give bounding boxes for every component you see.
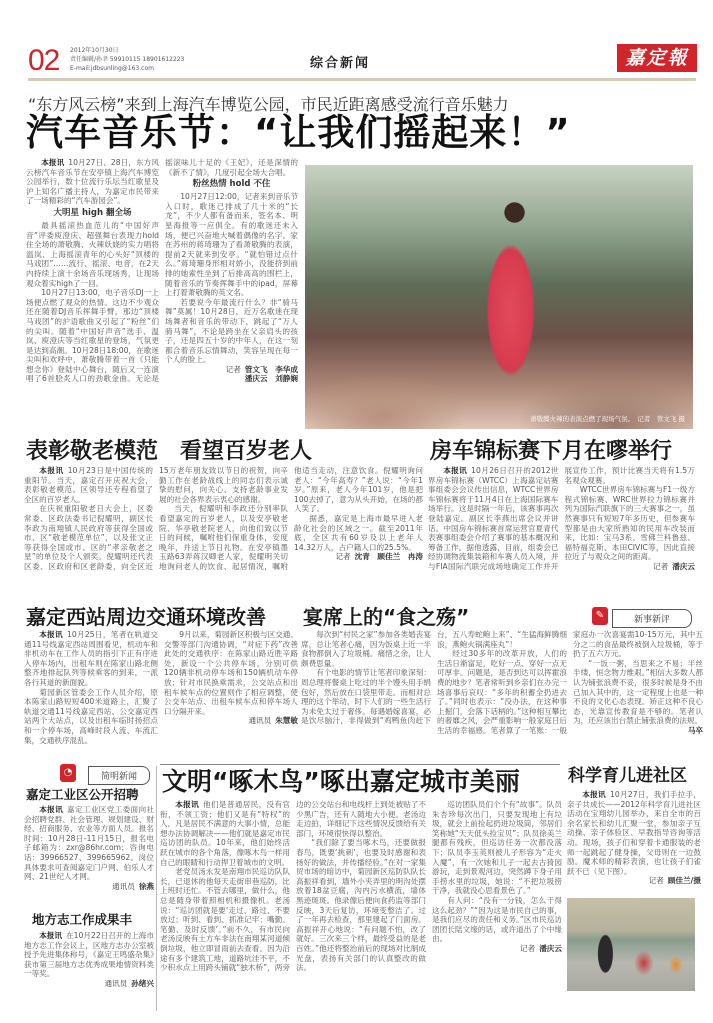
- paragraph: 当天，倪耀明和李政还分别率队看望嘉定的百岁老人，以及安亭敬老院、华亭敬老院老人，向他们致以节日的问候，嘱咐他们保重身体，安度晚年，并送上节日礼物。在安亭镇墨玉路63弄蒋汉卿老人家，倪耀明关切地询问老人的饮食、起居情况，嘱咐他适当走动，注意饮食。倪耀明询问老人：“今年高寿？”老人说：“今年1岁。”原来，老人今年101岁，他是把100去掉了，意为从头开始，在场的都人笑了。: [159, 466, 423, 571]
- paragraph: 据悉，嘉定是上海市最早进入老龄化社会的区域之一。截至2011年底，全区共有60岁及以上老年人14.32万人，占户籍人口的25.5%。: [294, 513, 423, 552]
- wtcc-headline: 房车锦标赛下月在嘐举行: [430, 439, 673, 464]
- byline: 通讯员 朱慧敏: [248, 716, 298, 726]
- paragraph: 9月以来，菊园新区积极与区交通、交警等部门沟通协调，“对症下药”改善此处的交通秩序：在陈家山路近胜辛路处，新设一个公共停车场，分别可供120辆非机动停车场和150辆机动车停放；针对市民换乘需求，公交站点和出租车候车点的位置则作了相应调整，使公交车站点、出租车候车点和停车场人口分隔开来。: [164, 630, 298, 716]
- station-article-body: 本报讯 10月25日，笔者在轨道交通11号线嘉定西站周围看见，机动车和非机动车在工作人员的指引下正有序进入停车场内，出租车则在陈家山路北侧整齐地排起队列等候乘客的到来，一派各行其道的新面貌。 菊园新区管委会工作人员介绍，原本陈家山路短短400米道路上，汇聚了轨道交通11号线嘉定西站、公交嘉定西站两个大站点，以及出租车临时扬招点和一个停车场，高峰时段人流、车流汇集，交通秩序混乱。 9月以来，菊园新区积极与区交通、交警等部门沟通协调，“对症下药”改善此处的交通秩序：在陈家山路近胜辛路处，新设一个公共停车场，分别可供120辆非机动停车场和150辆机动车停放；针对市民换乘需求，公交站点和出租车候车点的位置则作了相应调整，使公交车站点、出租车候车点和停车场人口分隔开来。 通讯员 朱慧敏: [24, 630, 298, 745]
- woodpecker-headline: 文明“啄木鸟”啄出嘉定城市美丽: [162, 767, 520, 796]
- editor-email: E-mail:jdbsunling@163.com: [70, 65, 154, 72]
- header-divider: [28, 78, 696, 81]
- brief-article-body: 本报讯 在10月22日召开的上海市地方志工作会议上，区地方志办公室被授予先进集体称号，《嘉定王鸣盛杂集》获市第三届地方志优秀成果地情资料类一等奖。 通讯员 孙绪兴: [24, 931, 154, 988]
- elder-headline: 表彰敬老模范 看望百岁老人: [26, 439, 313, 464]
- briefs-badge: 简明新闻: [88, 766, 150, 785]
- editor-contact: 责任编辑/孙聿 59910115 18901612223: [70, 56, 185, 63]
- dateline: 本报讯: [39, 931, 63, 940]
- paragraph: 10月27日12:00，记者来到音乐节入口时，歌迷已排成了几十米的“长龙”，不少人都有备而来，签名本、明星海报等一应俱全。有的歌迷还未入场，便已兴奋地大喊着偶像的名字。家在苏州的蒋琦珊为了看萧敬腾的表演，提前2天就来到安亭。“就怕错过点什么。”蒋琦珊身形相对娇小，没能挤到前排的她索性坐到了后排高高的围栏上，随着音乐的节奏挥舞手中的ipad，屏幕上打着萧敬腾的英文名。: [165, 192, 298, 298]
- brief-article-body: 本报讯 嘉定工业区党工委面向社会招聘党群、社会管理、规划建设、财经、招商服务、农业等方面人员。报名时间：10月28日-11月15日，报名电子邮箱为：zxr@86hr.com；咨询电话：39966527、39966596​2。岗位具体要求可查阅嘉定门户网、伯乐人才网、21世纪人才网。 通讯员 徐燕: [24, 805, 154, 891]
- parenting-headline: 科学育儿进社区: [568, 766, 687, 786]
- dateline: 本报讯: [41, 158, 65, 167]
- paragraph: 最具摇滚热血范儿的“中国好声音”评委庾澄庆、超强舞台表现力hold住全场的萧敬腾、火辣妖娆的实力唱将温岚、上海摇滚青年的心头好“顶楼的马戏团”……流行、摇滚、电音，在2天内持续上演十余场音乐现场秀，让现场观众着实high了一回。: [26, 220, 159, 288]
- paragraph: WTCC世界房车锦标赛与F1一级方程式锦标赛、WRC世界拉力锦标赛并列为国际汽联旗下的三大赛事之一，虽然赛事只有短短7年多历史，但参赛车型都是由大家所熟知的民用车改装而来，比如：宝马3系、雪佛兰科鲁兹、福特福克斯、本田CIVIC等，因此直接拉近了与观众之间的距离。: [564, 485, 695, 562]
- paragraph: 每次到“村民之家”参加各类婚丧宴席，总让笔者心痛，因为饭桌上近一半食物都倒入了垃圾桶。痛惜之余，让人颇费思量。: [301, 630, 431, 668]
- paragraph: 有人问：“没有一分钱，怎么干得这么起劲？”“因为这是市民自己的事，是我们应尽的责任和义务。”区市民巡访团团长陆文缘的话，或许道出了个中缘由。: [432, 895, 562, 944]
- dateline: 本报讯: [39, 805, 64, 814]
- newspaper-logo: 嘉定報: [617, 44, 697, 72]
- parenting-article-body: 本报讯 10月27日，我们手拉手，亲子共成长——2012年科学育儿进社区活动在宝翔幼儿园举办，来自全市的百余名家长和幼儿汇聚一堂，参加亲子互动操、亲子体验区、早教指导咨询等活动。现场，孩子们和穿着卡通服装的老师一起跳起了健身操，父母则在一边鼓励。魔术师的精彩表演，也让孩子们雀跃不已（见下图）。 记者 顾佳兰/摄: [567, 790, 701, 886]
- byline: 马卒: [687, 725, 703, 735]
- byline: 记者 管文飞 李华成 潘庆云 刘静娴: [225, 364, 298, 384]
- magician-photo: [567, 898, 695, 991]
- section-title: 综合新闻: [310, 56, 371, 71]
- elder-article-body: 本报讯 10月23日是中国传统的重阳节。当天，嘉定召开庆祝大会，表彰敬老模范。区领导还专程看望了全区的百岁老人。 在庆祝重阳敬老日大会上，区委常委、区政法委书记倪耀明，副区长李政为南翔镇人民政府等获得全国或市、区“敬老模范单位”，以及张文正等获得全国或市、区的“孝亲敬老之星”的单位及个人颁奖。倪耀明还代表区委、区政府和区老龄委，向全区近15万老年朋友致以节日的祝贺，向辛勤工作在老龄战线上的同志们表示诚挚的慰问，向关心、支持老龄事业发展的社会各界表示衷心的感谢。 当天，倪耀明和李政还分别率队看望嘉定的百岁老人，以及安亭敬老院、华亭敬老院老人，向他们致以节日的问候，嘱咐他们保重身体，安度晚年，并送上节日礼物。在安亭镇墨玉路63弄蒋汉卿老人家，倪耀明关切地询问老人的饮食、起居情况，嘱咐他适当走动，注意饮食。倪耀明询问老人：“今年高寿？”老人说：“今年1岁。”原来，老人今年101岁，他是把100去掉了，意为从头开始，在场的都人笑了。 据悉，嘉定是上海市最早进入老龄化社会的区域之一。截至2011年底，全区共有60岁及以上老年人14.32万人，占户籍人口的25.5%。 记者 沈青 顾佳兰 冉涛: [24, 466, 423, 571]
- byline: 记者 潘庆云: [653, 561, 695, 571]
- brief-headline: 地方志工作成果丰: [32, 912, 133, 927]
- paragraph: “一饭一粥，当思来之不易；半丝半缕，恒念物力维艰。”相信大多数人都认为铺张浪费不妥，很多时候是身不由己加入其中的，这一定程度上也是一种不良的文化心态表现。矫正这种不良心态，光靠宣传教育是不够的。笔者认为，还应该出台禁止铺张浪费的法规。: [573, 658, 703, 726]
- photo-caption: 萧敬腾火辣的表演点燃了现场气氛。 记者 管文飞 摄: [530, 415, 685, 423]
- byline: 通讯员 孙绪兴: [104, 978, 154, 988]
- issue-date: 2012年10月30日: [70, 47, 119, 54]
- paragraph: 若要说今年最流行什么？非“骑马舞”莫属！10月28日，近万名歌迷在现场舞者和音乐的带动下，跳起了“万人骑马舞”，不论是跨坐在父亲肩头的孩子，还是四五十岁的中年人，在这一刻都合着音乐忘情舞动，笑容呈现在每一个人的脸上。: [165, 297, 298, 365]
- lead-headline: 汽车音乐节：“让我们摇起来！”: [26, 111, 571, 154]
- subheading: 大明星 high 翻全场: [53, 207, 132, 218]
- dateline: 本报讯: [39, 466, 64, 475]
- woodpecker-article-body: 本报讯 他们是普通居民，没有官衔，不领工资；他们又是有“特权”的人，凡是居民不满意的大事小情，总能想办法协调解决——他们就是嘉定市民巡访团的队员。10年来，他们始终活跃在城市的各个角落，像啄木鸟一样用自己的眼睛和行动捍卫着城市的文明。 老党员汤永发是南翔市民巡访队队长，已退休的他每天走街串巷巡防，比上班时还忙。不管去哪里，做什么，他总是随身带着照相机和摄像机。老汤说：“巡访团就是要‘走过、路过、不要放过；听到、看到、抓准记牢；嘴勤、笔勤、及时反馈’。”前不久，有市民向老汤反映有土方车非法在南翔某河道倾倒垃圾，他立即冒雨前去查看。因为沿途有多个建筑工地，道路坑洼不平，不少积水点上用跨头铺就“独木桥”，两旁边的公交站台和电线杆上到处被贴了不少黑广告，还有人随地大小便。老汤边走边拍，详细记下这些情况反馈给有关部门，环境很快得以整治。 “我们除了要当啄木鸟，还要做报春鸟，既要‘挑刺’，也要及时感谢和表扬好的做法，并传播经验。”在对一家集贸市场的暗访中，菊园新区巡防队队长高振祥看到，墙外小夹弄里的明沟处摆放着18盆豆腐，沟内污水横流，墙体黑迹斑斑。他录像后便向食药监等部门反映，3天后复访，环境变整洁了。过了一年再去检查，那里建起了门面房。高振祥开心地说：“有问题不怕，改了就好。三次来三个样，最终受益的是老百姓。”他还将整治前后的现场对比制成光盘，表扬有关部门的认真整改的做法。 巡访团队员们个个有“故事”。队员朱杏珍每次出门，只要发现地上有垃圾，就会上前捡起扔进垃圾筒，邻居们笑称她“天天低头捡宝贝”；队员徐美兰腿都有残疾，但巡访任务一次都没落下；队员李玉英则被儿子形容为“走火入魔”，有一次她和儿子一起去古猗园游玩，走到景观河边，突然蹲下身子用手捞水里的垃圾，她说：“不把垃圾捞干净，我就没心思看景色了。” 有人问：“没有一分钱，怎么干得这么起劲？”“因为这是市民自己的事，是我们应尽的责任和义务。”区市民巡访团团长陆文缘的话，或许道出了个中缘由。 记者 潘庆云: [160, 800, 562, 973]
- byline: 记者 沈青 顾佳兰 冉涛: [335, 552, 423, 562]
- station-headline: 嘉定西站周边交通环境改善: [26, 605, 266, 629]
- paragraph: 10月27日13:00，电子音乐DJ一上场便点燃了观众的热情。这边不少观众还在随着DJ音乐挥舞手臂，那边“顶楼马戏团”的沪语歌曲又引起了“粉丝”们的尖叫。随着“中国好声音”选手、温岚、庾澄庆等当红歌星的登场，气氛更是达到高潮。10月28日18:00，在歌迷尖叫和欢呼中，萧敬腾带着一首《只能想念你》登陆中心舞台，随后又一连演唱了6首脍炙人口的劲歌金曲。无论是摇滚味儿十足的《王妃》，还是深情的《新不了情》，几度引起全场大合唱。: [26, 158, 298, 384]
- pen-icon: ✎: [592, 607, 608, 625]
- banquet-article-body: [301, 630, 703, 762]
- subheading: 粉丝热情 hold 不住: [192, 179, 271, 190]
- brief-headline: 嘉定工业区公开招聘: [26, 787, 139, 802]
- paragraph: 老党员汤永发是南翔市民巡访队队长，已退休的他每天走街串巷巡防，比上班时还忙。不管去哪里，做什么，他总是随身带着照相机和摄像机。老汤说：“巡访团就是要‘走过、路过、不要放过；听到、看到、抓准记牢；嘴勤、笔勤、及时反馈’。”前不久，有市民向老汤反映有土方车非法在南翔某河道倾倒垃圾，他立即冒雨前去查看。因为沿途有多个建筑工地，道路坑洼不平，不少积水点上用跨头铺就“独木桥”，两旁边的公交站台和电线杆上到处被贴了不少黑广告，还有人随地大小便。老汤边走边拍，详细记下这些情况反馈给有关部门，环境很快得以整治。: [160, 800, 426, 973]
- paragraph: 10月27日、28日，东方风云榜汽车音乐节在安亭镇上海汽车博览公园举行，数十位流行乐坛当红歌星及沪上知名广播主持人，为嘉定市民带来了一场精彩的“汽车游园会”。: [26, 158, 159, 206]
- paragraph: 巡访团队员们个个有“故事”。队员朱杏珍每次出门，只要发现地上有垃圾，就会上前捡起扔进垃圾筒，邻居们笑称她“天天低头捡宝贝”；队员徐美兰腿都有残疾，但巡访任务一次都没落下；队员李玉英则被儿子形容为“走火入魔”，有一次她和儿子一起去古猗园游玩，走到景观河边，突然蹲下身子用手捞水里的垃圾，她说：“不把垃圾捞干净，我就没心思看景色了。”: [432, 800, 562, 896]
- section-divider: [160, 764, 560, 765]
- byline: 通讯员 徐燕: [112, 881, 154, 891]
- paragraph: 有个电影的情节让笔者印象深刻：周总理将餐桌上吃过的半个馒头用手绢包好，然后放在口袋里带走。而相对总理的这个举动，时下人们的一些生活行为未免太过于奢侈。每遇婚嫁喜宴，必是饮尽脑汁，非得做到“鸡鸭鱼肉赶下台，五八寿蛇鲍上来”、“生猛海鲜腾细浪，燕鲍火锅满座丸”！: [301, 630, 567, 726]
- byline: 记者 顾佳兰/摄: [648, 876, 701, 886]
- wtcc-article-body: 本报讯 10月26日召开的2012世界房车锦标赛（WTCC）上海嘉定站赛事组委会会议传出信息，WTCC世界房车锦标赛将于11月4日在上海国际赛车场举行。这是时隔一年后，该赛事再次登陆嘉定。副区长李燕出席会议并讲话。中国房车锦标赛首席运营官夏青代表赛事组委会介绍了赛事的基本概况和筹备工作。据他透露，目前，组委会已经协调物流集装箱和车赛人员入境，并与FIA国际汽联完成场地确定工作并开展宣传工作，预计比赛当天将有1.5万名观众观赛。 WTCC世界房车锦标赛与F1一级方程式锦标赛、WRC世界拉力锦标赛并列为国际汽联旗下的三大赛事之一，虽然赛事只有短短7年多历史，但参赛车型都是由大家所熟知的民用车改装而来，比如：宝马3系、雪佛兰科鲁兹、福特福克斯、本田CIVIC等，因此直接拉近了与观众之间的距离。 记者 潘庆云: [428, 466, 695, 571]
- paragraph: 菊园新区管委会工作人员介绍，原本陈家山路短短400米道路上，汇聚了轨道交通11号线嘉定西站、公交嘉定西站两个大站点，以及出租车临时扬招点和一个停车场，高峰时段人流、车流汇集，交通秩序混乱。: [24, 687, 158, 745]
- dateline: 本报讯: [582, 790, 606, 799]
- page-number: 02: [28, 44, 60, 77]
- column-divider: [156, 766, 157, 1011]
- paragraph: 在庆祝重阳敬老日大会上，区委常委、区政法委书记倪耀明，副区长李政为南翔镇人民政府等获得全国或市、区“敬老模范单位”，以及张文正等获得全国或市、区的“孝亲敬老之星”的单位及个人颁奖。倪耀明还代表区委、区政府和区老龄委，向全区近15万老年朋友致以节日的祝贺，向辛勤工作在老龄战线上的同志们表示诚挚的慰问，向关心、支持老龄事业发展的社会各界表示衷心的感谢。: [24, 466, 288, 571]
- dateline: 本报讯: [39, 630, 63, 639]
- dateline: 本报讯: [175, 800, 200, 809]
- byline: 记者 潘庆云: [520, 943, 562, 953]
- rss-icon: ◔: [60, 764, 76, 782]
- concert-photo: [305, 165, 693, 429]
- lead-kicker: “东方风云榜”来到上海汽车博览公园，市民近距离感受流行音乐魅力: [28, 95, 509, 114]
- banquet-headline: 宴席上的“食之殇”: [303, 605, 470, 629]
- lead-article-body: [26, 158, 298, 437]
- paragraph: 经过30多年的改革开放，人们的生活日渐富足，吃好一点、穿好一点无可厚非。问题是，是否到达可以挥霍浪费的地步？笔者常听到乡亲们在办完一场喜事后哀叹：“多年的积蓄全扔进去了。”同时也表示：“没办法，在这种事上掘门，会落下话柄的。”这种相互攀比的奢靡之风，会严重影响一般家庭日后生活的幸福感。笔者算了一笔账：一般家庭办一次喜宴需10-15万元，其中五分之二的食品最终被倒入垃圾桶，等于扔了五六万元。: [437, 630, 703, 735]
- dateline: 本报讯: [443, 466, 468, 475]
- paragraph: “我们除了要当啄木鸟，还要做报春鸟，既要‘挑刺’，也要及时感谢和表扬好的做法，并传播经验。”在对一家集贸市场的暗访中，菊园新区巡防队队长高振祥看到，墙外小夹弄里的明沟处摆放着18盆豆腐，沟内污水横流，墙体黑迹斑斑。他录像后便向食药监等部门反映，3天后复访，环境变整洁了。过了一年再去检查，那里建起了门面房。高振祥开心地说：“有问题不怕，改了就好。三次来三个样，最终受益的是老百姓。”他还将整治前后的现场对比制成光盘，表扬有关部门的认真整改的做法。: [296, 838, 426, 973]
- masthead-meta: [70, 46, 184, 73]
- commentary-badge: 新事新评: [612, 609, 692, 628]
